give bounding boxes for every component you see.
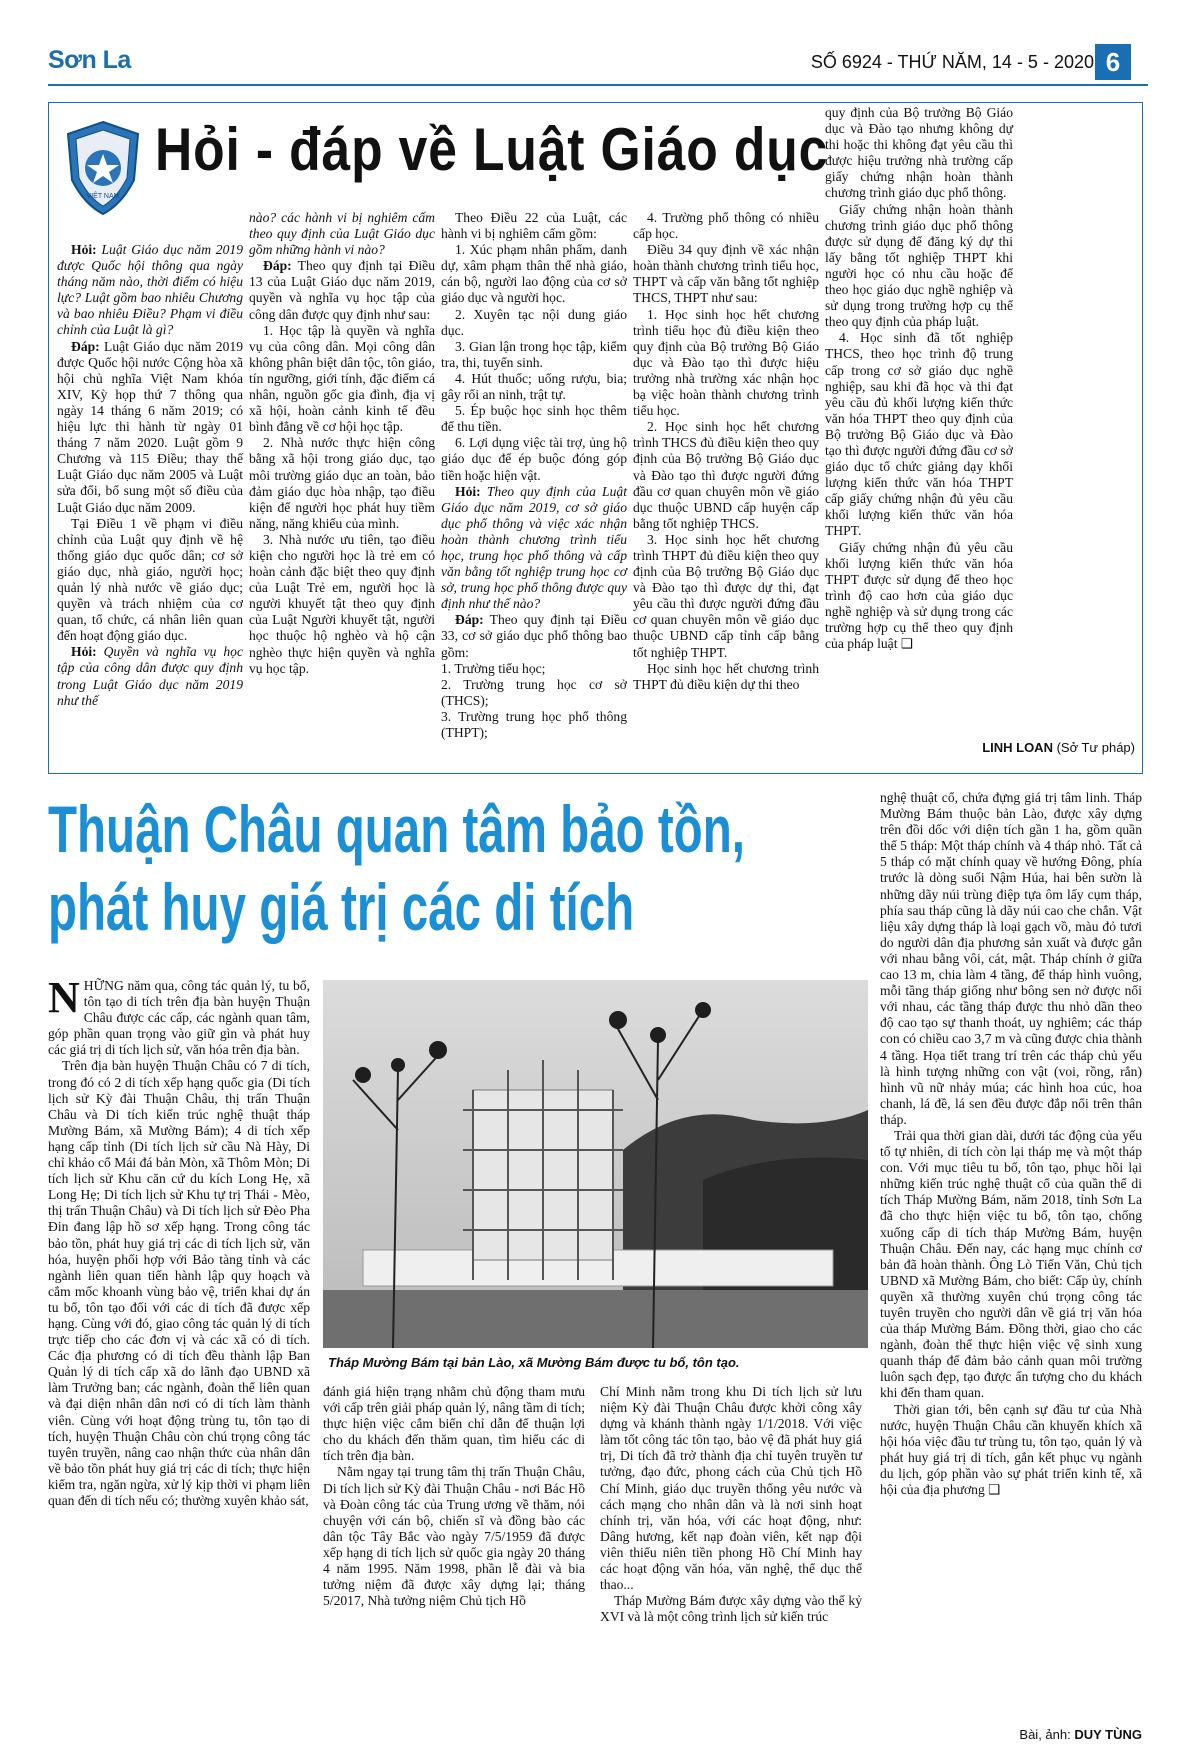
paragraph: 3. Trường trung học phổ thông (THPT); <box>441 708 627 740</box>
qa-column-1 <box>57 242 243 709</box>
paragraph: 6. Lợi dụng việc tài trợ, ủng hộ giáo dục để ép buộc đóng góp tiền hoặc hiện vật. <box>441 435 627 483</box>
police-badge-icon <box>62 118 144 218</box>
article-column-2 <box>323 1384 585 1609</box>
paragraph: 2. Trường trung học cơ sở (THCS); <box>441 676 627 708</box>
paragraph: Tại Điều 1 về phạm vi điều chỉnh của Luật quy định về hệ thống giáo dục quốc dân; cơ sở giáo dục, nhà giáo, người học; quản lý nhà nước về giáo dục; quyền và trách nhiệm của cơ quan, tổ chức, cá nhân liên quan đến hoạt động giáo dục. <box>57 515 243 644</box>
qa-title: Hỏi - đáp về Luật Giáo dục <box>155 116 829 183</box>
paragraph: 4. Học sinh đã tốt nghiệp THCS, theo học trình độ trung cấp trong cơ sở giáo dục nghề nghiệp, sau khi đã học và thi đạt yêu cầu đủ khối lượng kiến thức văn hóa THPT theo quy định của Bộ trưởng Bộ Giáo dục và Đào tạo thì được người đứng đầu cơ sở giáo dục tổ chức giảng dạy khối lượng kiến thức văn hóa THPT cấp giấy chứng nhận đủ yêu cầu khối lượng kiến thức văn hóa THPT. <box>825 330 1013 539</box>
paragraph: 1. Học tập là quyền và nghĩa vụ của công dân. Mọi công dân không phân biệt dân tộc, tôn giáo, tín ngưỡng, giới tính, đặc điểm cá nhân, nguồn gốc gia đình, địa vị xã hội, hoàn cảnh kinh tế đều bình đẳng về cơ hội học tập. <box>249 322 435 435</box>
paragraph: Giấy chứng nhận hoàn thành chương trình giáo dục phổ thông được sử dụng để đăng ký dự thi lấy bằng tốt nghiệp THPT khi người học có nhu cầu hoặc để theo học giáo dục nghề nghiệp và sử dụng trong trường hợp cụ thể theo quy định của pháp luật. <box>825 201 1013 330</box>
article-column-1: NHỮNG năm qua, công tác quản lý, tu bổ, tôn tạo di tích trên địa bàn huyện Thuận Châu được các cấp, các ngành quan tâm, góp phần quan trọng vào giữ gìn và phát huy các giá trị di tích lịch sử, văn hóa trên địa bàn. Trên địa bàn huyện Thuận Châu có 7 di tích, trong đó có 2 di tích xếp hạng quốc gia (Di tích lịch sử Kỳ đài Thuận Châu, thị trấn Thuận Châu và Di tích kiến trúc nghệ thuật tháp Mường Bám, xã Mường Bám); 4 di tích xếp hạng cấp tỉnh (Di tích lịch sử cầu Nà Hày, Di chỉ khảo cổ Mái đá bản Mòn, xã Thôm Mòn; Di tích lịch sử Khu căn cứ du kích Long Hẹ, xã Long Hẹ; Di tích lịch sử Khu tự trị Thái - Mèo, thị trấn Thuận Châu) và Di tích lịch sử Đèo Pha Đin đang lập hồ sơ xếp hạng. Trong công tác bảo tồn, phát huy giá trị các di tích lịch sử, văn hóa, huyện phối hợp với Bảo tàng tỉnh và các ngành liên quan tiến hành lập quy hoạch và cắm mốc khoanh vùng bảo vệ, triển khai dự án tu bổ, tôn tạo đối với các di tích đã được xếp hạng. Cùng với đó, giao công tác quản lý di tích trực tiếp cho các đơn vị và các xã có di tích. Các địa phương có di tích đều thành lập Ban Quản lý di tích cấp xã do lãnh đạo UBND xã làm Trưởng ban; các ngành, đoàn thể liên quan và đại diện nhân dân nơi có di tích làm thành viên. Cùng với hoạt động trùng tu, tôn tạo di tích, huyện Thuận Châu còn chú trọng công tác tuyên truyền, nâng cao nhận thức của nhân dân về bảo tồn phát huy giá trị các di tích; thực hiện kiểm tra, ngăn ngừa, xử lý kịp thời vi phạm liên quan đến di tích nếu có; thường xuyên khảo sát, <box>48 973 310 1508</box>
paragraph: 1. Trường tiểu học; <box>441 660 546 676</box>
page-number: 6 <box>1095 44 1131 80</box>
issue-info: SỐ 6924 - THỨ NĂM, 14 - 5 - 2020 <box>810 52 1094 72</box>
paragraph: quy định của Bộ trưởng Bộ Giáo dục và Đào tạo nhưng không dự thi hoặc thi không đạt yêu cầu thì được hiệu trưởng nhà trường cấp giấy chứng nhận hoàn thành chương trình giáo dục phổ thông. <box>825 105 1013 201</box>
paragraph: Đáp: Theo quy định tại Điều 13 của Luật Giáo dục năm 2019, quyền và nghĩa vụ học tập của công dân được quy định như sau: <box>249 258 435 322</box>
qa-column-3 <box>441 210 627 741</box>
paragraph: 4. Hút thuốc; uống rượu, bia; gây rối an ninh, trật tự. <box>441 370 627 403</box>
paragraph: đánh giá hiện trạng nhằm chủ động tham mưu với cấp trên giải pháp quản lý, nâng tầm di tích; thực hiện việc cắm biển chỉ dẫn để thuận lợi cho du khách đến thăm quan, tìm hiểu các di tích trên địa bàn. <box>323 1384 585 1464</box>
paragraph: Đáp: Theo quy định tại Điều 33, cơ sở giáo dục phổ thông bao gồm: <box>441 612 627 660</box>
paragraph: 2. Nhà nước thực hiện công bằng xã hội trong giáo dục, tạo môi trường giáo dục an toàn, bảo đảm giáo dục hòa nhập, tạo điều kiện để người học phát huy tiềm năng, năng khiếu của mình. <box>249 435 435 531</box>
paragraph: 3. Gian lận trong học tập, kiểm tra, thi, tuyển sinh. <box>441 338 627 370</box>
paragraph: 3. Học sinh học hết chương trình THPT đủ điều kiện theo quy định của Bộ trưởng Bộ Giáo dục và Đào tạo thì được dự thi, đạt yêu cầu thì được người đứng đầu cơ quan chuyên môn về giáo dục thuộc UBND cấp tỉnh cấp bằng tốt nghiệp THPT. <box>633 531 819 660</box>
paragraph: 1. Xúc phạm nhân phẩm, danh dự, xâm phạm thân thể nhà giáo, cán bộ, người lao động của cơ sở giáo dục và người học. <box>441 242 627 306</box>
photo-caption: Tháp Mường Bám tại bản Lào, xã Mường Bám được tu bổ, tôn tạo. <box>328 1355 740 1370</box>
paragraph: nghệ thuật cổ, chứa đựng giá trị tâm linh. Tháp Mường Bám thuộc bản Lào, được xây dựng trên đồi dốc với diện tích gần 1 ha, gồm quần thể 5 tháp: Một tháp chính và 4 tháp nhỏ. Tất cả 5 tháp có mặt chính quay về hướng Đông, phía trước là dòng suối Nậm Húa, hai bên sườn là những dãy núi trùng điệp tựa ôm lấy cụm tháp, phía sau tháp cũng là dãy núi cao che chắn. Vật liệu xây dựng tháp là loại gạch vồ, màu đỏ tươi do người dân địa phương sản xuất và được gắn với nhau bằng vôi, cát, mật. Tháp chính ở giữa cao 13 m, chia làm 4 tầng, để tháp hình vuông, mỗi tầng tháp giống như bông sen nở được nối với nhau, các tầng tháp được thu nhỏ dần theo độ cao tạo sự thanh thoát, uy nghiêm; các tháp con có chiều cao 3,7 m và cũng được chia thành 4 tầng. Họa tiết trang trí trên các tháp chủ yếu là hình tượng những con vật (voi, rồng, rắn) hình vũ nữ nhảy múa; các hình hoa cúc, hoa chanh, lá đề, lá sen đều được đắp nổi trên thân tháp. <box>880 790 1142 1127</box>
qa-column-2 <box>249 210 435 677</box>
paragraph: Theo Điều 22 của Luật, các hành vi bị nghiêm cấm gồm: <box>441 210 627 242</box>
article-column-3 <box>600 1384 862 1625</box>
drop-cap: N <box>48 973 80 1022</box>
paragraph: Thời gian tới, bên cạnh sự đầu tư của Nhà nước, huyện Thuận Châu cần khuyến khích xã hội hóa việc đầu tư trùng tu, tôn tạo, quản lý và phát huy giá trị di tích, gắn kết phục vụ ngành du lịch, góp phần vào sự phát triển kinh tế, xã hội của địa phương ❑ <box>880 1401 1142 1498</box>
paragraph: Chí Minh nằm trong khu Di tích lịch sử lưu niệm Kỳ đài Thuận Châu được khởi công xây dựng và khánh thành ngày 1/1/2018. Với việc làm tốt công tác tôn tạo, bảo vệ đã phát huy giá trị, Di tích đã trở thành địa chỉ tuyên truyền tư tưởng, đạo đức, phong cách của Chủ tịch Hồ Chí Minh, giáo dục truyền thống yêu nước và cách mạng cho nhân dân và là nơi sinh hoạt chính trị, văn hóa, với các hoạt động, như: Dâng hương, kết nạp đoàn viên, kết nạp đội viên thiếu niên tiền phong Hồ Chí Minh hay các hoạt động văn hóa, văn nghệ, thể dục thể thao... <box>600 1384 862 1593</box>
qa-column-4 <box>633 210 819 693</box>
qa-author: LINH LOAN (Sở Tư pháp) <box>982 740 1135 755</box>
paragraph: Điều 34 quy định về xác nhận hoàn thành chương trình tiểu học, THPT và cấp văn bằng tốt nghiệp THCS, THPT như sau: <box>633 242 819 306</box>
article-title: Thuận Châu quan tâm bảo tồn, phát huy giá trị các di tích <box>48 792 745 944</box>
paragraph: Giấy chứng nhận đủ yêu cầu khối lượng kiến thức văn hóa THPT được sử dụng để theo học trình độ cao hơn của giáo dục nghề nghiệp và sử dụng trong các trường hợp cụ thể theo quy định của pháp luật ❑ <box>825 539 1013 652</box>
paragraph: Trải qua thời gian dài, dưới tác động của yếu tố tự nhiên, di tích còn lại tháp mẹ và một tháp con. Với mục tiêu tu bổ, tôn tạo, phục hồi lại những kiến trúc nghệ thuật cổ của quần thể di tích Tháp Mường Bám, năm 2018, tỉnh Sơn La đã cho thực hiện việc tu bổ, tôn tạo, chống xuống cấp di tích tháp Mường Bám, huyện Thuận Châu. Đến nay, các hạng mục chính cơ bản đã hoàn thành. Ông Lò Tiến Văn, Chủ tịch UBND xã Mường Bám, cho biết: Cấp ủy, chính quyền xã thường xuyên chú trọng công tác tuyên truyền cho người dân về giá trị văn hóa của tháp Mường Bám. Đồng thời, giao cho các ngành, đoàn thể thực hiện việc vệ sinh xung quanh tháp để đảm bảo cảnh quan môi trường luôn sạch đẹp, tạo được ấn tượng cho du khách khi đến tham quan. <box>880 1127 1142 1401</box>
paragraph: Hỏi: Quyền và nghĩa vụ học tập của công dân được quy định trong Luật Giáo dục năm 2019 như thế <box>57 644 243 708</box>
paragraph: Học sinh học hết chương trình THPT đủ điều kiện dự thi theo <box>633 660 819 692</box>
paragraph: Hỏi: Theo quy định của Luật Giáo dục năm 2019, cơ sở giáo dục phổ thông và việc xác nhận hoàn thành chương trình tiểu học, trung học phổ thông và cấp văn bằng tốt nghiệp trung học cơ sở, trung học phổ thông được quy định như thế nào? <box>441 483 627 612</box>
paragraph: Nằm ngay tại trung tâm thị trấn Thuận Châu, Di tích lịch sử Kỳ đài Thuận Châu - nơi Bác Hồ và Đoàn công tác của Trung ương về thăm, nói chuyện với cán bộ, chiến sĩ và đồng bào các dân tộc Tây Bắc vào ngày 7/5/1959 đã được xếp hạng di tích lịch sử quốc gia ngày 20 tháng 4 năm 1995. Năm 1998, phần lễ đài và bia tưởng niệm đã được xây dựng lại; tháng 5/2017, Nhà tưởng niệm Chủ tịch Hồ <box>323 1464 585 1609</box>
article-photo <box>323 980 868 1348</box>
paragraph: 3. Nhà nước ưu tiên, tạo điều kiện cho người học là trẻ em có hoàn cảnh đặc biệt theo quy định của Luật Trẻ em, người học là người khuyết tật theo quy định của Luật Người khuyết tật, người học thuộc hộ nghèo và hộ cận nghèo thực hiện quyền và nghĩa vụ học tập. <box>249 531 435 676</box>
article-byline: Bài, ảnh: DUY TÙNG <box>1019 1727 1142 1742</box>
paragraph: Tháp Mường Bám được xây dựng vào thế kỷ XVI và là một công trình lịch sử kiến trúc <box>600 1593 862 1625</box>
paragraph: 4. Trường phổ thông có nhiều cấp học. <box>633 210 819 242</box>
paragraph: Hỏi: Luật Giáo dục năm 2019 được Quốc hội thông qua ngày tháng năm nào, thời điểm có hiệu lực? Luật gồm bao nhiêu Chương và bao nhiêu Điều? Phạm vi điều chỉnh của Luật là gì? <box>57 242 243 338</box>
paragraph: 1. Học sinh học hết chương trình tiểu học đủ điều kiện theo quy định của Bộ trưởng Bộ Giáo dục và Đào tạo thì được hiệu trưởng nhà trường xác nhận học bạ việc hoàn thành chương trình tiểu học. <box>633 306 819 419</box>
paragraph: Đáp: Luật Giáo dục năm 2019 được Quốc hội nước Cộng hòa xã hội chủ nghĩa Việt Nam khóa XIV, Kỳ họp thứ 7 thông qua ngày 14 tháng 6 năm 2019; có hiệu lực thi hành từ ngày 01 tháng 7 năm 2020. Luật gồm 9 Chương và 115 Điều; thay thế Luật Giáo dục năm 2005 và Luật sửa đổi, bổ sung một số điều của Luật Giáo dục năm 2009. <box>57 338 243 515</box>
paragraph: 5. Ép buộc học sinh học thêm để thu tiền. <box>441 403 627 435</box>
svg-text:VIỆT NAM: VIỆT NAM <box>86 193 120 200</box>
header-rule <box>48 84 1148 86</box>
paragraph: 2. Xuyên tạc nội dung giáo dục. <box>441 306 627 338</box>
paragraph: nào? các hành vi bị nghiêm cấm theo quy định của Luật Giáo dục gồm những hành vi nào? <box>249 210 435 258</box>
section-brand: Sơn La <box>48 46 131 74</box>
qa-column-5 <box>825 105 1013 652</box>
paragraph: 2. Học sinh học hết chương trình THCS đủ điều kiện theo quy định của Bộ trưởng Bộ Giáo dục và Đào tạo thì được người đứng đầu cơ quan chuyên môn về giáo dục thuộc UBND cấp huyện cấp bằng tốt nghiệp THCS. <box>633 419 819 531</box>
article-column-4 <box>880 790 1142 1498</box>
